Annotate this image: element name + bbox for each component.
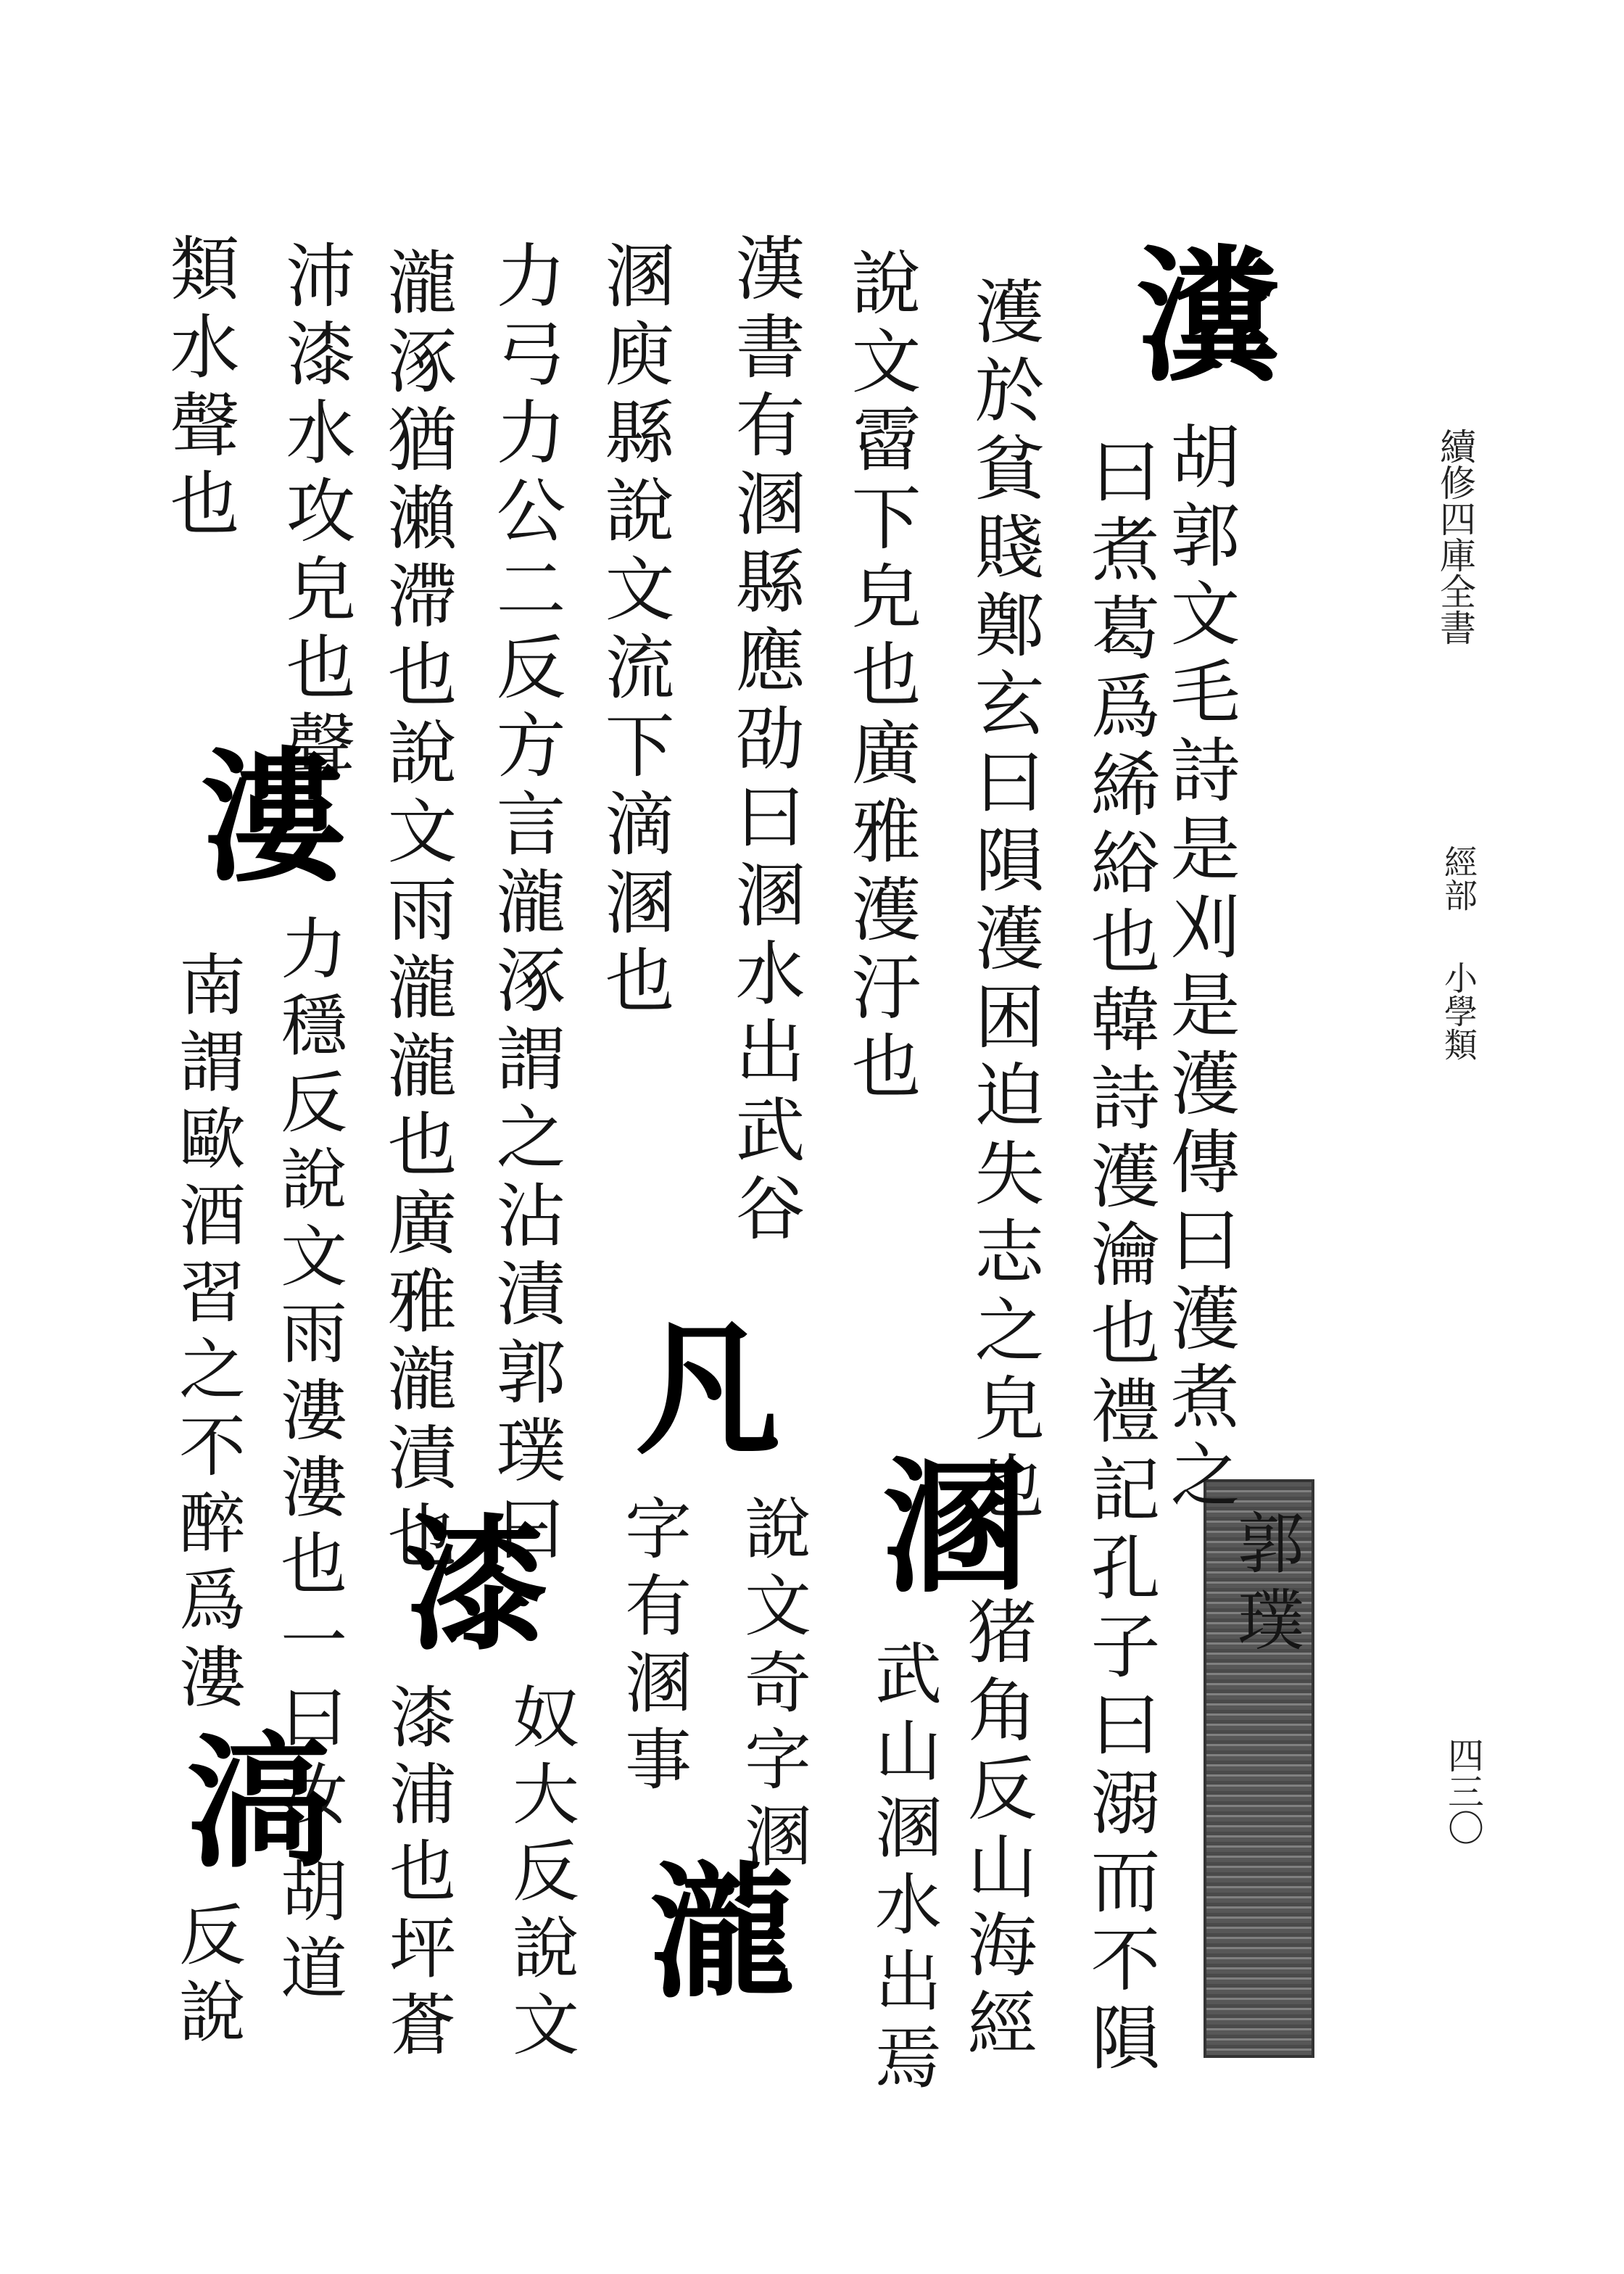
text-column: 沛漆水攻皃也聲 — [275, 239, 356, 787]
headword: 漆 — [379, 1508, 550, 1653]
headword: 溷 — [858, 1450, 1028, 1595]
text-column: 字有溷事 — [614, 1494, 692, 1801]
text-column: 溷庾縣說文流下滴溷也 — [594, 239, 675, 1022]
text-column: 漢書有溷縣應劭曰溷水出武谷 — [724, 232, 805, 1250]
text-column: 胡郭文毛詩是刈是濩傳曰濩煮之 — [1159, 421, 1240, 1517]
text-column: 說文霤下皃也廣雅濩汙也 — [840, 247, 921, 1108]
text-column: 漆浦也坪蒼 — [378, 1682, 456, 2067]
text-column: 猪角反山海經 — [956, 1595, 1037, 2065]
text-column: 胡道 — [270, 1856, 347, 2010]
text-column: 南謂歐酒習之不醉爲漊 — [168, 950, 246, 1719]
text-column: 濩於貧賤鄭玄曰隕濩困迫失志之皃也 — [964, 276, 1045, 1529]
headword: 漊 — [176, 740, 347, 885]
text-column: 武山溷水出焉 — [864, 1639, 942, 2100]
text-column: 奴大反說文 — [502, 1682, 579, 2067]
headword: 滈 — [162, 1726, 332, 1871]
headword: 瀧 — [626, 1856, 796, 2001]
subsection-label: 小學類 — [1439, 961, 1478, 1061]
page-number: 四三〇 — [1442, 1737, 1484, 1845]
book-title: 續修四庫全書 — [1434, 428, 1476, 645]
headword: 瀵 — [1111, 239, 1282, 384]
text-column: 郭璞 — [1227, 1508, 1304, 1662]
text-column: 說文奇字溷 — [734, 1494, 811, 1878]
text-column: 曰煮葛爲絺綌也韓詩濩瀹也禮記孔子曰溺而不隕 — [1080, 435, 1161, 2080]
text-column: 力弓力公二反方言瀧涿謂之沾漬郭璞曰 — [485, 239, 566, 1571]
text-column: 瀧涿猶瀨滯也說文雨瀧瀧也廣雅瀧漬也 — [376, 247, 457, 1578]
text-column: 類水聲也 — [159, 232, 240, 545]
section-label: 經部 — [1439, 845, 1478, 911]
text-column: 反說 — [168, 1900, 246, 2054]
headword: 凡 — [611, 1312, 782, 1458]
text-column: 力穩反說文雨漊漊也一曰汝 — [270, 914, 347, 1836]
